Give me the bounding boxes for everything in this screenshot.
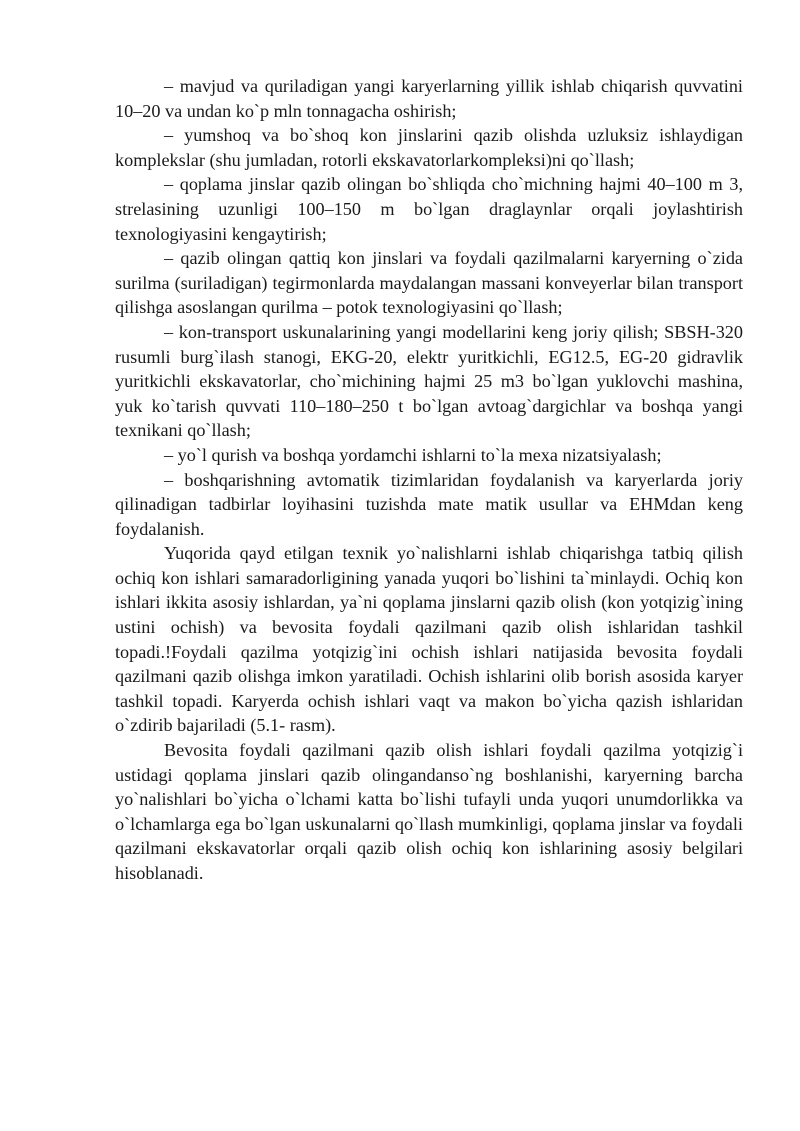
bullet-paragraph-road-mechanization: – yo`l qurish va boshqa yordamchi ishlarni to`la mexa nizatsiyalash; (164, 444, 662, 465)
body-paragraph-open-pit-works: Yuqorida qayd etilgan texnik yo`nalishlarni ishlab chiqarishga tatbiq qilish ochiq kon ishlari samaradorligining yanada yuqori bo`lishini ta`minlaydi. Ochiq kon ishlari ikkita asosiy ishlardan, ya`ni qoplama jinslarni qazib olish (kon yotqizig`ining ustini ochish) va bevosita foydali qazilmani qazib olish ishlaridan tashkil topadi.!Foydali qazilma yotqizig`ini ochish ishlari natijasida bevosita foydali qazilmani qazib olishga imkon yaratiladi. Ochish ishlarini olib borish asosida karyer tashkil topadi. Karyerda ochish ishlari vaqt va makon bo`yicha qazish ishlaridan o`zdirib bajariladi (5.1- rasm). (115, 543, 743, 736)
document-page (115, 74, 743, 886)
body-paragraph-direct-extraction: Bevosita foydali qazilmani qazib olish ishlari foydali qazilma yotqizig`i ustidagi qoplama jinslari qazib olingandanso`ng boshlanishi, karyerning barcha yo`nalishlari bo`yicha o`lchami katta bo`lishi tufayli unda yuqori unumdorlikka va o`lchamlarga ega bo`lgan uskunalarni qo`llash mumkinligi, qoplama jinslar va foydali qazilmani ekskavatorlar orqali qazib olish ochiq kon ishlarining asosiy belgilari hisoblanadi. (115, 740, 743, 883)
bullet-paragraph-conveyor-technology: – qazib olingan qattiq kon jinslari va foydali qazilmalarni karyerning o`zida surilma (suriladigan) tegirmonlarda maydalangan massani konveyerlar bilan transport qilishga asoslangan qurilma – potok texnologiyasini qo`llash; (115, 248, 743, 318)
bullet-paragraph-draglines: – qoplama jinslar qazib olingan bo`shliqda cho`michning hajmi 40–100 m 3, strelasining uzunligi 100–150 m bo`lgan draglaynlar orqali joylashtirish texnologiyasini kengaytirish; (115, 174, 743, 244)
bullet-paragraph-capacity: – mavjud va quriladigan yangi karyerlarning yillik ishlab chiqarish quvvatini 10–20 va undan ko`p mln tonnagacha oshirish; (115, 76, 743, 121)
bullet-paragraph-automation: – boshqarishning avtomatik tizimlaridan foydalanish va karyerlarda joriy qilinadigan tadbirlar loyihasini tuzishda mate matik usullar va EHMdan keng foydalanish. (115, 469, 743, 539)
bullet-paragraph-new-equipment: – kon-transport uskunalarining yangi modellarini keng joriy qilish; SBSH-320 rusumli burg`ilash stanogi, EKG-20, elektr yuritkichli, EG12.5, EG-20 gidravlik yuritkichli ekskavatorlar, cho`michining hajmi 25 m3 bo`lgan yuklovchi mashina, yuk ko`tarish quvvati 110–180–250 t bo`lgan avtoag`dargichlar va boshqa yangi texnikani qo`llash; (115, 321, 743, 441)
bullet-paragraph-continuous-complexes: – yumshoq va bo`shoq kon jinslarini qazib olishda uzluksiz ishlaydigan komplekslar (shu jumladan, rotorli ekskavatorlarkompleksi)ni qo`llash; (115, 125, 743, 170)
